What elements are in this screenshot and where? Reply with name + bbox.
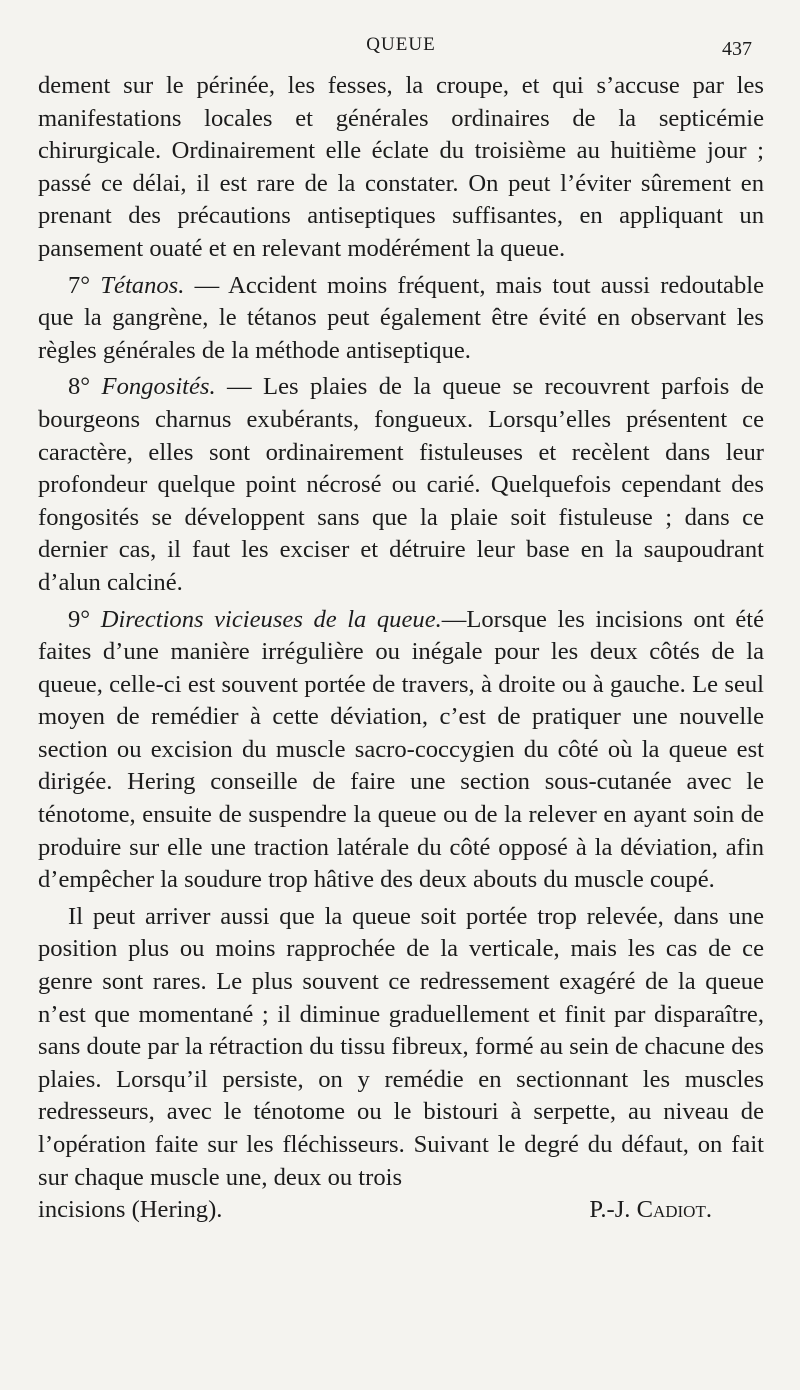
section-number: 9° — [68, 605, 91, 633]
paragraph-fongosites — [38, 371, 764, 599]
section-text: — Accident moins fréquent, mais tout aussi redoutable que la gangrène, le tétanos peut également être évité en observant les règles générales de la méthode antiseptique. — [38, 271, 764, 364]
page-number: 437 — [722, 38, 752, 60]
section-heading: Directions vicieuses de la queue. — [100, 605, 442, 633]
body-text — [38, 70, 764, 1227]
closing-text: incisions (Hering). — [38, 1196, 223, 1224]
paragraph-continuation: dement sur le périnée, les fesses, la croupe, et qui s’accuse par les manifestations locales et générales ordinaires de la septicémie chirurgicale. Ordinairement elle éclate du troisième au huitième jour ; passé ce délai, il est rare de la constater. On peut l’éviter sûrement en prenant des précautions antiseptiques suffisantes, en appliquant un pansement ouaté et en relevant modérément la queue. — [38, 72, 764, 262]
closing-line — [38, 1194, 764, 1227]
paragraph-tetanos — [38, 270, 764, 368]
section-heading: Tétanos. — [100, 271, 185, 299]
section-number: 7° — [68, 271, 91, 299]
section-text: — Les plaies de la queue se recouvrent parfois de bourgeons charnus exubérants, fongueux. Lorsqu’elles présentent ce caractère, elles sont ordinairement fistuleuses et recèlent dans leur profondeur quelque point nécrosé ou carié. Quelquefois cependant des fongosités se développent sans que la plaie soit fistuleuse ; dans ce dernier cas, il faut les exciser et détruire leur base en la saupoudrant d’alun calciné. — [38, 373, 764, 596]
running-head — [38, 32, 764, 70]
section-heading: Fongosités. — [101, 373, 216, 401]
section-number: 8° — [68, 373, 91, 401]
paragraph-redressement: Il peut arriver aussi que la queue soit portée trop relevée, dans une position plus ou moins rapprochée de la verticale, mais les cas de ce genre sont rares. Le plus souvent ce redressement exagéré de la queue n’est que momentané ; il diminue graduellement et finit par disparaître, sans doute par la rétraction du tissu fibreux, formé au sein de chacune des plaies. Lorsqu’il persiste, on y remédie en sectionnant les muscles redresseurs, avec le ténotome ou le bistouri à serpette, au niveau de l’opération faite sur les fléchisseurs. Suivant le degré du défaut, on fait sur chaque muscle une, deux ou trois — [38, 902, 764, 1191]
author-signature: P.-J. Cadiot. — [589, 1196, 712, 1224]
paragraph-directions — [38, 604, 764, 897]
page-title: QUEUE — [366, 34, 436, 55]
section-text: —Lorsque les incisions ont été faites d’une manière irrégulière ou inégale pour les deux côtés de la queue, celle-ci est souvent portée de travers, à droite ou à gauche. Le seul moyen de remédier à cette déviation, c’est de pratiquer une nouvelle section ou excision du muscle sacro-coccygien du côté où la queue est dirigée. Hering conseille de faire une section sous-cutanée avec le ténotome, ensuite de suspendre la queue ou de la relever en ayant soin de produire sur elle une traction latérale du côté opposé à la déviation, afin d’empêcher la soudure trop hâtive des deux abouts du muscle coupé. — [38, 605, 764, 894]
